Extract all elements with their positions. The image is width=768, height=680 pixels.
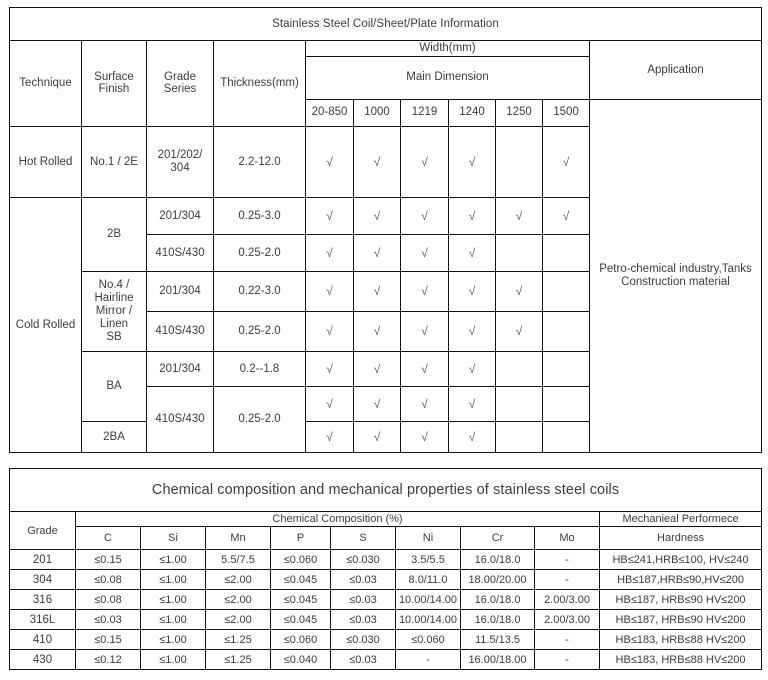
check-r4-c0 xyxy=(306,311,354,351)
cell-410-s: ≤0.030 xyxy=(331,630,396,650)
cell-430-mo: - xyxy=(535,650,600,670)
cell-316l-hardness: HB≤187, HRB≤90 HV≤200 xyxy=(600,610,762,630)
check-r0-c4-empty xyxy=(496,126,543,197)
col-header-grade: Grade xyxy=(10,512,76,550)
table-one-title-row xyxy=(10,8,762,41)
col-header-technique: Technique xyxy=(10,41,82,127)
cell-410-si: ≤1.00 xyxy=(141,630,206,650)
cell-430-cr: 16.00/18.00 xyxy=(461,650,535,670)
cell-thickness-025-20-a: 0.25-2.0 xyxy=(214,234,306,271)
application-value xyxy=(590,99,762,452)
cell-430-ni: - xyxy=(396,650,461,670)
check-r2-c5-empty xyxy=(543,234,590,271)
cell-304-s: ≤0.03 xyxy=(331,570,396,590)
check-icon: √ xyxy=(421,154,428,169)
grade-series-line2: Series xyxy=(163,83,197,96)
check-r7-c4-empty xyxy=(496,421,543,452)
check-r3-c4 xyxy=(496,271,543,311)
check-icon: √ xyxy=(562,154,570,169)
check-icon: √ xyxy=(373,154,381,169)
surface-finish-line2: Finish xyxy=(98,83,130,96)
check-icon: √ xyxy=(421,361,428,376)
table-two-title: Chemical composition and mechanical properties of stainless steel coils xyxy=(10,469,762,512)
cell-grade-304: 304 xyxy=(10,570,76,590)
check-r2-c3 xyxy=(449,234,496,271)
check-r6-c0 xyxy=(306,386,354,421)
cell-430-s: ≤0.03 xyxy=(331,650,396,670)
check-r7-c3 xyxy=(449,421,496,452)
cell-316l-si: ≤1.00 xyxy=(141,610,206,630)
check-r6-c4-empty xyxy=(496,386,543,421)
cell-410-p: ≤0.060 xyxy=(271,630,331,650)
cell-surface-finish-no1-2e: No.1 / 2E xyxy=(82,126,147,197)
check-r2-c0 xyxy=(306,234,354,271)
cell-thickness-025-20-c: 0.25-2.0 xyxy=(214,386,306,452)
cell-304-mn: ≤2.00 xyxy=(206,570,271,590)
check-icon: √ xyxy=(373,245,381,260)
cell-316-s: ≤0.03 xyxy=(331,590,396,610)
cell-surface-finish-no4-hairline xyxy=(82,271,147,351)
cell-430-mn: ≤1.25 xyxy=(206,650,271,670)
cell-316-si: ≤1.00 xyxy=(141,590,206,610)
cell-surface-finish-ba: BA xyxy=(82,351,147,421)
width-col-1250: 1250 xyxy=(496,99,543,126)
col-header-c: C xyxy=(76,527,141,550)
no4-line3: Mirror / xyxy=(95,304,133,317)
cell-201-ni: 3.5/5.5 xyxy=(396,550,461,570)
cell-410-mn: ≤1.25 xyxy=(206,630,271,650)
check-icon: √ xyxy=(562,208,570,223)
cell-surface-finish-2b: 2B xyxy=(82,197,147,271)
no4-line1: No.4 / xyxy=(98,279,130,292)
col-header-si: Si xyxy=(141,527,206,550)
no4-line2: Hairline xyxy=(94,292,134,305)
check-r7-c2 xyxy=(401,421,449,452)
cell-304-p: ≤0.045 xyxy=(271,570,331,590)
check-icon: √ xyxy=(373,284,381,299)
table-two-header-row-1 xyxy=(10,512,762,527)
check-r0-c3 xyxy=(449,126,496,197)
grade-series-line1: Grade xyxy=(164,70,196,83)
cell-grade-201-304-c: 201/304 xyxy=(147,351,214,386)
cell-201-mo: - xyxy=(535,550,600,570)
col-header-hardness: Hardness xyxy=(600,527,762,550)
check-r0-c1 xyxy=(354,126,401,197)
check-r4-c4 xyxy=(496,311,543,351)
cell-201-c: ≤0.15 xyxy=(76,550,141,570)
cell-316-mn: ≤2.00 xyxy=(206,590,271,610)
col-header-mechanical-performance: Mechanieal Performece xyxy=(600,512,762,527)
check-icon: √ xyxy=(468,429,476,444)
check-icon: √ xyxy=(421,245,428,260)
check-r6-c3 xyxy=(449,386,496,421)
cell-thickness-022-30: 0.22-3.0 xyxy=(214,271,306,311)
col-header-s: S xyxy=(331,527,396,550)
check-r0-c0 xyxy=(306,126,354,197)
cell-technique-hot-rolled: Hot Rolled xyxy=(10,126,82,197)
no4-line4: Linen xyxy=(99,317,129,330)
check-icon: √ xyxy=(373,208,381,223)
cell-316l-ni: 10.00/14.00 xyxy=(396,610,461,630)
check-r6-c1 xyxy=(354,386,401,421)
check-icon: √ xyxy=(326,324,333,339)
cell-304-si: ≤1.00 xyxy=(141,570,206,590)
check-r1-c3 xyxy=(449,197,496,234)
cell-201-cr: 16.0/18.0 xyxy=(461,550,535,570)
table-one-header-row-1 xyxy=(10,41,762,57)
check-r1-c0 xyxy=(306,197,354,234)
check-icon: √ xyxy=(326,208,333,223)
check-r3-c0 xyxy=(306,271,354,311)
check-icon: √ xyxy=(468,245,476,260)
cell-grade-410s-430-c: 410S/430 xyxy=(147,386,214,452)
check-r5-c0 xyxy=(306,351,354,386)
check-r5-c3 xyxy=(449,351,496,386)
check-r5-c5-empty xyxy=(543,351,590,386)
check-icon: √ xyxy=(515,284,523,299)
cell-430-c: ≤0.12 xyxy=(76,650,141,670)
col-header-application: Application xyxy=(590,41,762,100)
check-icon: √ xyxy=(421,208,428,223)
check-icon: √ xyxy=(468,154,476,169)
table-two-title-row xyxy=(10,469,762,512)
cell-grade-201: 201 xyxy=(10,550,76,570)
col-header-width: Width(mm) xyxy=(306,41,590,57)
check-icon: √ xyxy=(373,429,381,444)
cell-304-cr: 18.00/20.00 xyxy=(461,570,535,590)
cell-410-c: ≤0.15 xyxy=(76,630,141,650)
cell-grade-series-hot xyxy=(147,126,214,197)
check-icon: √ xyxy=(326,284,333,299)
check-r7-c1 xyxy=(354,421,401,452)
table-row xyxy=(10,650,762,670)
check-r1-c5 xyxy=(543,197,590,234)
check-r6-c5-empty xyxy=(543,386,590,421)
check-icon: √ xyxy=(421,429,428,444)
cell-304-ni: 8.0/11.0 xyxy=(396,570,461,590)
cell-316-hardness: HB≤187, HRB≤90 HV≤200 xyxy=(600,590,762,610)
table-row xyxy=(10,630,762,650)
col-header-thickness: Thickness(mm) xyxy=(214,41,306,127)
check-r3-c5-empty xyxy=(543,271,590,311)
width-col-20-850: 20-850 xyxy=(306,99,354,126)
surface-finish-line1: Surface xyxy=(94,70,134,83)
check-r3-c2 xyxy=(401,271,449,311)
cell-304-mo: - xyxy=(535,570,600,590)
cell-technique-cold-rolled: Cold Rolled xyxy=(10,197,82,452)
cell-304-c: ≤0.08 xyxy=(76,570,141,590)
cell-316l-cr: 16.0/18.0 xyxy=(461,610,535,630)
check-icon: √ xyxy=(468,396,476,411)
cell-410-ni: ≤0.060 xyxy=(396,630,461,650)
check-icon: √ xyxy=(468,361,476,376)
cell-grade-201-304-a: 201/304 xyxy=(147,197,214,234)
cell-201-mn: 5.5/7.5 xyxy=(206,550,271,570)
grade-hot-line1: 201/202/ xyxy=(157,149,203,161)
cell-thickness-02-18: 0.2--1.8 xyxy=(214,351,306,386)
check-r5-c1 xyxy=(354,351,401,386)
cell-grade-410s-430-b: 410S/430 xyxy=(147,311,214,351)
col-header-ni: Ni xyxy=(396,527,461,550)
application-line1: Petro-chemical industry,Tanks xyxy=(599,263,752,275)
cell-201-si: ≤1.00 xyxy=(141,550,206,570)
check-r0-c2 xyxy=(401,126,449,197)
no4-line5: SB xyxy=(106,330,122,343)
cell-201-s: ≤0.030 xyxy=(331,550,396,570)
cell-316-ni: 10.00/14.00 xyxy=(396,590,461,610)
cell-316l-mo: 2.00/3.00 xyxy=(535,610,600,630)
check-r4-c3 xyxy=(449,311,496,351)
check-icon: √ xyxy=(468,324,476,339)
width-col-1219: 1219 xyxy=(401,99,449,126)
table-one-title: Stainless Steel Coil/Sheet/Plate Information xyxy=(10,8,762,41)
col-header-mn: Mn xyxy=(206,527,271,550)
check-icon: √ xyxy=(373,396,381,411)
col-header-p: P xyxy=(271,527,331,550)
check-icon: √ xyxy=(373,324,381,339)
col-header-grade-series xyxy=(147,41,214,127)
col-header-chemical-composition: Chemical Composition (%) xyxy=(76,512,600,527)
cell-grade-410s-430-a: 410S/430 xyxy=(147,234,214,271)
cell-surface-finish-2ba: 2BA xyxy=(82,421,147,452)
width-col-1240: 1240 xyxy=(449,99,496,126)
table-row xyxy=(10,590,762,610)
col-header-main-dimension: Main Dimension xyxy=(306,56,590,99)
cell-thickness-025-20-b: 0.25-2.0 xyxy=(214,311,306,351)
width-col-1500: 1500 xyxy=(543,99,590,126)
grade-hot-line2: 304 xyxy=(170,161,190,174)
check-r4-c1 xyxy=(354,311,401,351)
check-r5-c2 xyxy=(401,351,449,386)
cell-316-mo: 2.00/3.00 xyxy=(535,590,600,610)
check-r7-c5-empty xyxy=(543,421,590,452)
cell-201-hardness: HB≤241,HRB≤100, HV≤240 xyxy=(600,550,762,570)
cell-grade-201-304-b: 201/304 xyxy=(147,271,214,311)
check-r2-c1 xyxy=(354,234,401,271)
cell-410-mo: - xyxy=(535,630,600,650)
check-r4-c2 xyxy=(401,311,449,351)
check-r1-c4 xyxy=(496,197,543,234)
cell-201-p: ≤0.060 xyxy=(271,550,331,570)
cell-316l-mn: ≤2.00 xyxy=(206,610,271,630)
col-header-surface-finish xyxy=(82,41,147,127)
cell-316l-s: ≤0.03 xyxy=(331,610,396,630)
cell-316l-p: ≤0.045 xyxy=(271,610,331,630)
check-r0-c5 xyxy=(543,126,590,197)
check-r1-c2 xyxy=(401,197,449,234)
cell-thickness-hot: 2.2-12.0 xyxy=(214,126,306,197)
cell-430-hardness: HB≤183, HRB≤88 HV≤200 xyxy=(600,650,762,670)
check-r4-c5-empty xyxy=(543,311,590,351)
check-icon: √ xyxy=(468,208,476,223)
check-icon: √ xyxy=(326,154,333,169)
check-icon: √ xyxy=(515,324,523,339)
check-r1-c1 xyxy=(354,197,401,234)
check-r2-c4-empty xyxy=(496,234,543,271)
cell-grade-316l: 316L xyxy=(10,610,76,630)
steel-specification-table xyxy=(9,7,762,453)
check-icon: √ xyxy=(515,208,523,223)
check-icon: √ xyxy=(373,361,381,376)
cell-316l-c: ≤0.03 xyxy=(76,610,141,630)
check-r3-c1 xyxy=(354,271,401,311)
chemical-composition-table xyxy=(9,468,762,670)
cell-316-c: ≤0.08 xyxy=(76,590,141,610)
cell-thickness-025-30: 0.25-3.0 xyxy=(214,197,306,234)
check-icon: √ xyxy=(468,284,476,299)
check-r7-c0 xyxy=(306,421,354,452)
application-line2: Construction material xyxy=(621,275,730,288)
check-icon: √ xyxy=(421,324,428,339)
cell-410-cr: 11.5/13.5 xyxy=(461,630,535,650)
table-row xyxy=(10,550,762,570)
cell-grade-430: 430 xyxy=(10,650,76,670)
check-r2-c2 xyxy=(401,234,449,271)
width-col-1000: 1000 xyxy=(354,99,401,126)
check-icon: √ xyxy=(326,396,333,411)
cell-316-p: ≤0.045 xyxy=(271,590,331,610)
table-row xyxy=(10,610,762,630)
cell-430-p: ≤0.040 xyxy=(271,650,331,670)
check-icon: √ xyxy=(421,396,428,411)
cell-410-hardness: HB≤183, HRB≤88 HV≤200 xyxy=(600,630,762,650)
col-header-mo: Mo xyxy=(535,527,600,550)
table-two-header-row-2 xyxy=(10,527,762,550)
check-r3-c3 xyxy=(449,271,496,311)
check-icon: √ xyxy=(326,361,333,376)
cell-316-cr: 16.0/18.0 xyxy=(461,590,535,610)
check-icon: √ xyxy=(326,245,333,260)
cell-430-si: ≤1.00 xyxy=(141,650,206,670)
cell-grade-316: 316 xyxy=(10,590,76,610)
cell-304-hardness: HB≤187,HRB≤90,HV≤200 xyxy=(600,570,762,590)
check-r5-c4-empty xyxy=(496,351,543,386)
check-icon: √ xyxy=(326,429,333,444)
col-header-cr: Cr xyxy=(461,527,535,550)
cell-grade-410: 410 xyxy=(10,630,76,650)
check-icon: √ xyxy=(421,284,428,299)
check-r6-c2 xyxy=(401,386,449,421)
table-row xyxy=(10,570,762,590)
